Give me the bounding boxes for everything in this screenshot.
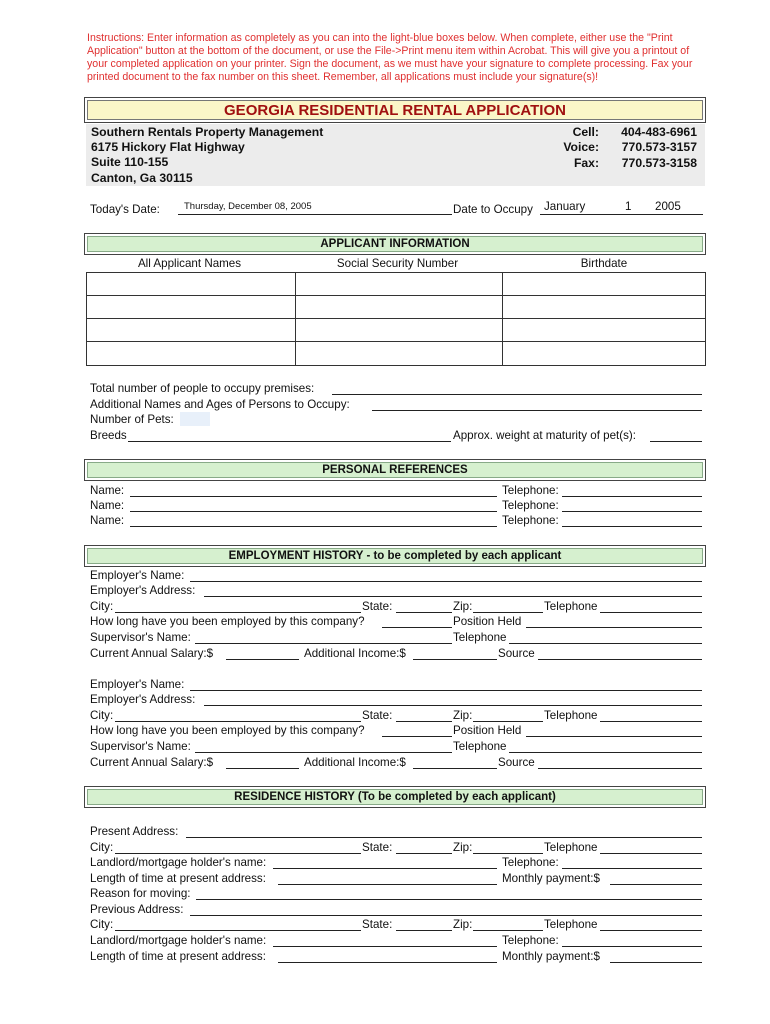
residence-state-field-2[interactable] — [396, 930, 452, 931]
cell-number: 404-483-6961 — [621, 125, 697, 139]
salary-label-2: Current Annual Salary:$ — [90, 756, 214, 769]
total-occupants-label: Total number of people to occupy premises: — [90, 382, 315, 395]
reference-phone-field-3[interactable] — [562, 526, 702, 527]
residence-zip-field-2[interactable] — [473, 930, 543, 931]
applicant-ssn-4[interactable] — [296, 342, 503, 365]
applicant-name-2[interactable] — [87, 296, 296, 319]
landlord-field-1[interactable] — [273, 868, 497, 869]
occupy-day-field[interactable]: 1 — [625, 200, 632, 213]
voice-number: 770.573-3157 — [621, 140, 697, 154]
reason-for-moving-field[interactable] — [196, 899, 702, 900]
residence-zip-label-2: Zip: — [453, 918, 473, 931]
occupy-year-field[interactable]: 2005 — [655, 200, 681, 213]
instructions-text: Instructions: Enter information as completely as you can into the light-blue boxes below. When complete, either use the "Print Application" button at the bottom of the document, or use the File->Print menu item within Acrobat. This will give you a printout of your completed application on your printer. Sign the document, as we must have your signature to complete processing. Fax your printed document to the fax number on this sheet. Remember, all applications must include your signature(s)! — [87, 32, 693, 83]
employer-city-label-1: City: — [90, 600, 114, 613]
employer-name-field-2[interactable] — [190, 690, 702, 691]
employer-city-field-2[interactable] — [115, 721, 361, 722]
reference-phone-label-3: Telephone: — [502, 514, 559, 527]
breeds-label: Breeds — [90, 429, 127, 442]
salary-field-1[interactable] — [226, 659, 299, 660]
employer-address-label-2: Employer's Address: — [90, 693, 196, 706]
employer-zip-field-1[interactable] — [473, 612, 543, 613]
voice-label: Voice: — [563, 140, 599, 154]
employer-city-label-2: City: — [90, 709, 114, 722]
employer-state-field-1[interactable] — [396, 612, 452, 613]
employment-heading: EMPLOYMENT HISTORY - to be completed by each applicant — [87, 548, 703, 564]
company-city: Canton, Ga 30115 — [91, 171, 193, 185]
employment-section-header — [84, 545, 706, 567]
monthly-payment-label-1: Monthly payment:$ — [502, 872, 600, 885]
position-label-2: Position Held — [453, 724, 522, 737]
todays-date-field[interactable]: Thursday, December 08, 2005 — [184, 201, 312, 212]
supervisor-telephone-label-2: Telephone — [453, 740, 507, 753]
applicant-birth-1[interactable] — [503, 273, 705, 296]
source-label-2: Source — [498, 756, 535, 769]
applicant-heading: APPLICANT INFORMATION — [87, 236, 703, 252]
source-field-1[interactable] — [538, 659, 702, 660]
applicant-table — [86, 272, 706, 366]
employer-address-label-1: Employer's Address: — [90, 584, 196, 597]
number-of-pets-field[interactable] — [180, 412, 210, 426]
additional-names-field[interactable] — [372, 410, 702, 411]
landlord-label-1: Landlord/mortgage holder's name: — [90, 856, 267, 869]
employer-city-field-1[interactable] — [115, 612, 361, 613]
applicant-birth-3[interactable] — [503, 319, 705, 342]
employer-zip-label-1: Zip: — [453, 600, 473, 613]
additional-names-label: Additional Names and Ages of Persons to Occupy: — [90, 398, 350, 411]
residence-city-label-2: City: — [90, 918, 114, 931]
present-address-field[interactable] — [186, 837, 702, 838]
landlord-field-2[interactable] — [273, 946, 497, 947]
length-label-2: Length of time at present address: — [90, 950, 266, 963]
reference-name-label-2: Name: — [90, 499, 125, 512]
applicant-birth-4[interactable] — [503, 342, 705, 365]
number-of-pets-label: Number of Pets: — [90, 413, 174, 426]
position-field-2[interactable] — [526, 736, 702, 737]
employer-name-label-1: Employer's Name: — [90, 569, 185, 582]
landlord-phone-field-1[interactable] — [562, 868, 702, 869]
length-label-1: Length of time at present address: — [90, 872, 266, 885]
employer-zip-label-2: Zip: — [453, 709, 473, 722]
residence-state-label-2: State: — [362, 918, 393, 931]
employer-state-label-2: State: — [362, 709, 393, 722]
col-ssn: Social Security Number — [336, 257, 459, 270]
total-occupants-field[interactable] — [332, 394, 702, 395]
applicant-section-header — [84, 233, 706, 255]
length-field-2[interactable] — [278, 962, 497, 963]
references-section-header — [84, 459, 706, 481]
residence-heading: RESIDENCE HISTORY (To be completed by each applicant) — [87, 789, 703, 805]
landlord-label-2: Landlord/mortgage holder's name: — [90, 934, 267, 947]
employer-telephone-field-2[interactable] — [600, 721, 702, 722]
employer-address-field-2[interactable] — [204, 705, 702, 706]
previous-address-label: Previous Address: — [90, 903, 184, 916]
residence-state-label-1: State: — [362, 841, 393, 854]
applicant-ssn-2[interactable] — [296, 296, 503, 319]
salary-label-1: Current Annual Salary:$ — [90, 647, 214, 660]
landlord-phone-label-2: Telephone: — [502, 934, 559, 947]
supervisor-telephone-label-1: Telephone — [453, 631, 507, 644]
reference-phone-field-2[interactable] — [562, 511, 702, 512]
present-address-label: Present Address: — [90, 825, 179, 838]
residence-city-field-1[interactable] — [115, 853, 361, 854]
employer-telephone-field-1[interactable] — [600, 612, 702, 613]
additional-income-field-1[interactable] — [413, 659, 497, 660]
residence-section-header — [84, 786, 706, 808]
employer-name-label-2: Employer's Name: — [90, 678, 185, 691]
col-birthdate: Birthdate — [580, 257, 628, 270]
fax-number: 770.573-3158 — [621, 156, 697, 170]
residence-city-field-2[interactable] — [115, 930, 361, 931]
employer-address-field-1[interactable] — [204, 596, 702, 597]
position-field-1[interactable] — [526, 627, 702, 628]
applicant-name-1[interactable] — [87, 273, 296, 296]
reason-for-moving-label: Reason for moving: — [90, 887, 191, 900]
supervisor-label-2: Supervisor's Name: — [90, 740, 191, 753]
supervisor-field-2[interactable] — [195, 752, 452, 753]
how-long-label-1: How long have you been employed by this company? — [90, 615, 365, 628]
employer-state-field-2[interactable] — [396, 721, 452, 722]
title-banner — [84, 97, 706, 123]
breeds-field[interactable] — [128, 441, 451, 442]
reference-name-field-2[interactable] — [130, 511, 497, 512]
pet-weight-field[interactable] — [650, 441, 702, 442]
reference-phone-field-1[interactable] — [562, 496, 702, 497]
applicant-name-4[interactable] — [87, 342, 296, 365]
landlord-phone-field-2[interactable] — [562, 946, 702, 947]
applicant-ssn-1[interactable] — [296, 273, 503, 296]
monthly-payment-field-2[interactable] — [610, 962, 702, 963]
position-label-1: Position Held — [453, 615, 522, 628]
how-long-field-1[interactable] — [382, 627, 452, 628]
residence-telephone-label-2: Telephone — [544, 918, 598, 931]
length-field-1[interactable] — [278, 884, 497, 885]
residence-zip-field-1[interactable] — [473, 853, 543, 854]
employer-telephone-label-1: Telephone — [544, 600, 598, 613]
reference-name-label-1: Name: — [90, 484, 125, 497]
source-label-1: Source — [498, 647, 535, 660]
residence-telephone-field-2[interactable] — [600, 930, 702, 931]
reference-name-field-3[interactable] — [130, 526, 497, 527]
additional-income-field-2[interactable] — [413, 768, 497, 769]
residence-telephone-field-1[interactable] — [600, 853, 702, 854]
additional-income-label-2: Additional Income:$ — [304, 756, 406, 769]
page-title: GEORGIA RESIDENTIAL RENTAL APPLICATION — [87, 100, 703, 120]
applicant-ssn-3[interactable] — [296, 319, 503, 342]
supervisor-label-1: Supervisor's Name: — [90, 631, 191, 644]
col-applicant-names: All Applicant Names — [137, 257, 242, 270]
pet-weight-label: Approx. weight at maturity of pet(s): — [453, 429, 636, 442]
how-long-field-2[interactable] — [382, 736, 452, 737]
monthly-payment-label-2: Monthly payment:$ — [502, 950, 600, 963]
company-address1: 6175 Hickory Flat Highway — [91, 140, 245, 154]
residence-city-label-1: City: — [90, 841, 114, 854]
employer-zip-field-2[interactable] — [473, 721, 543, 722]
references-heading: PERSONAL REFERENCES — [87, 462, 703, 478]
employer-name-field-1[interactable] — [190, 581, 702, 582]
company-address2: Suite 110-155 — [91, 155, 169, 169]
fax-label: Fax: — [573, 156, 599, 170]
reference-phone-label-1: Telephone: — [502, 484, 559, 497]
previous-address-field[interactable] — [190, 915, 702, 916]
reference-name-label-3: Name: — [90, 514, 125, 527]
employer-state-label-1: State: — [362, 600, 393, 613]
supervisor-field-1[interactable] — [195, 643, 452, 644]
todays-date-label: Today's Date: — [90, 203, 160, 216]
residence-state-field-1[interactable] — [396, 853, 452, 854]
date-to-occupy-label: Date to Occupy — [453, 203, 533, 216]
residence-zip-label-1: Zip: — [453, 841, 473, 854]
salary-field-2[interactable] — [226, 768, 299, 769]
employer-telephone-label-2: Telephone — [544, 709, 598, 722]
reference-name-field-1[interactable] — [130, 496, 497, 497]
monthly-payment-field-1[interactable] — [610, 884, 702, 885]
reference-phone-label-2: Telephone: — [502, 499, 559, 512]
additional-income-label-1: Additional Income:$ — [304, 647, 406, 660]
source-field-2[interactable] — [538, 768, 702, 769]
landlord-phone-label-1: Telephone: — [502, 856, 559, 869]
company-block — [86, 124, 705, 186]
how-long-label-2: How long have you been employed by this company? — [90, 724, 365, 737]
applicant-name-3[interactable] — [87, 319, 296, 342]
cell-label: Cell: — [572, 125, 599, 139]
supervisor-telephone-field-2[interactable] — [509, 752, 702, 753]
applicant-birth-2[interactable] — [503, 296, 705, 319]
occupy-month-field[interactable]: January — [544, 200, 586, 213]
company-name: Southern Rentals Property Management — [91, 125, 324, 139]
supervisor-telephone-field-1[interactable] — [509, 643, 702, 644]
residence-telephone-label-1: Telephone — [544, 841, 598, 854]
